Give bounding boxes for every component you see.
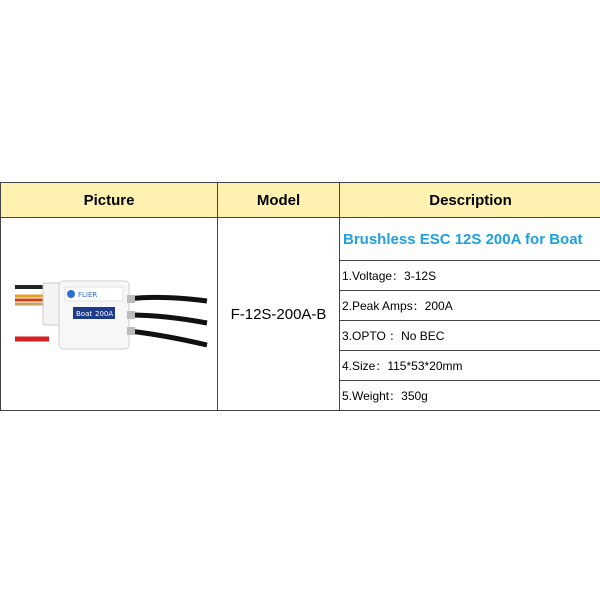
wire-terminal: [127, 295, 135, 303]
header-row: [1, 183, 600, 218]
spec-size: 4.Size：115*53*20mm: [340, 351, 600, 381]
wire-terminal: [127, 311, 135, 319]
brand-text: FLIER: [78, 291, 98, 299]
spec-table: [0, 182, 600, 411]
spec-peak-amps: 2.Peak Amps：200A: [340, 291, 600, 321]
model-cell: F-12S-200A-B: [218, 218, 340, 411]
rating-text: 200A: [95, 310, 114, 318]
spec-weight: 5.Weight：350g: [340, 381, 600, 411]
esc-product-image: [9, 269, 209, 359]
motor-wires: [129, 297, 207, 345]
wire-terminal: [127, 327, 135, 335]
connector-block: [43, 283, 61, 325]
spec-voltage: 1.Voltage：3-12S: [340, 261, 600, 291]
model-header: Model: [218, 183, 340, 218]
description-header: Description: [340, 183, 600, 218]
description-title: Brushless ESC 12S 200A for Boat: [340, 218, 600, 261]
spec-opto: 3.OPTO ：No BEC: [340, 321, 600, 351]
product-row: [1, 218, 600, 261]
picture-header: Picture: [1, 183, 218, 218]
brand-logo-icon: [67, 290, 75, 298]
series-text: Boat: [76, 310, 93, 318]
picture-cell: [1, 218, 218, 411]
